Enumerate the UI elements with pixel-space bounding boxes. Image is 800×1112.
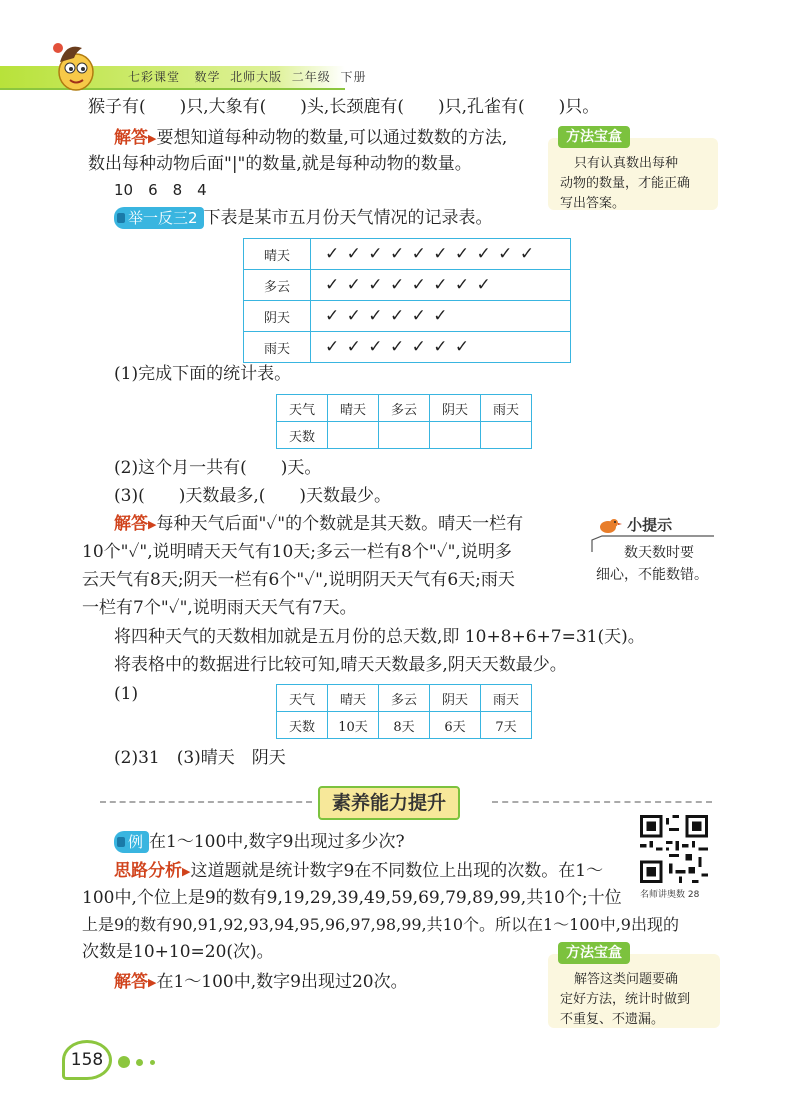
table-header: 阴天 <box>430 395 481 422</box>
weather-record-table <box>243 238 571 363</box>
tip-line: 数天数时要 <box>624 545 694 561</box>
stat-table-filled <box>276 684 532 739</box>
table-header: 多云 <box>379 685 430 712</box>
edition: 北师大版 <box>230 70 283 84</box>
decor-dot <box>150 1060 155 1065</box>
table-row <box>244 301 571 332</box>
analysis-line4: 次数是10+10=20(次)。 <box>82 942 274 962</box>
prev-question: 猴子有( )只,大象有( )头,长颈鹿有( )只,孔雀有( )只。 <box>88 97 600 117</box>
triangle-icon: ▶ <box>182 865 191 878</box>
table-cell: 7天 <box>481 712 532 739</box>
exercise-prompt: 下表是某市五月份天气情况的记录表。 <box>203 208 493 228</box>
subject: 数学 <box>194 70 221 84</box>
example-text: 在1～100中,数字9出现过多少次? <box>149 832 405 852</box>
table-cell: 8天 <box>379 712 430 739</box>
qr-code-icon[interactable] <box>640 815 708 883</box>
analysis-text: 这道题就是统计数字9在不同数位上出现的次数。在1～ <box>190 861 604 881</box>
table-row <box>277 712 532 739</box>
method-box-line: 解答这类问题要确 <box>574 972 679 987</box>
method-box-line: 写出答案。 <box>560 196 626 211</box>
check-marks: ✓ ✓ ✓ ✓ ✓ ✓ ✓ ✓ ✓ ✓ <box>311 239 571 270</box>
answer-label: 解答 <box>114 128 148 148</box>
example-tag: 例 <box>114 831 149 853</box>
qr-caption: 名师讲奥数 28 <box>640 890 700 900</box>
answer2-text: 每种天气后面"✓"的个数就是其天数。晴天一栏有 <box>156 514 524 534</box>
tip-title: 小提示 <box>627 516 673 534</box>
table-header: 晴天 <box>328 685 379 712</box>
answer2-line1 <box>114 512 523 537</box>
check-marks: ✓ ✓ ✓ ✓ ✓ ✓ ✓ <box>311 332 571 363</box>
answer1-text: 要想知道每种动物的数量,可以通过数数的方法, <box>156 128 508 148</box>
answer-label: 解答 <box>114 972 148 992</box>
method-box-title: 方法宝盒 <box>558 126 630 148</box>
divider-left <box>100 801 312 803</box>
table-header: 晴天 <box>328 395 379 422</box>
method-box-line: 动物的数量，才能正确 <box>560 176 691 191</box>
answer-label: 解答 <box>114 514 148 534</box>
table-row <box>277 422 532 449</box>
volume: 下册 <box>340 70 367 84</box>
table-cell: 6天 <box>430 712 481 739</box>
question-1: (1)完成下面的统计表。 <box>114 364 292 384</box>
answer1-line1 <box>114 126 507 151</box>
method-box-line: 不重复、不遗漏。 <box>560 1012 665 1027</box>
exercise-heading <box>114 206 493 230</box>
answer1-values: 10 6 8 4 <box>114 181 207 199</box>
analysis-line1 <box>114 859 603 884</box>
exercise-tag: 举一反三2 <box>114 207 204 229</box>
weather-label: 多云 <box>244 270 311 301</box>
tip-line: 细心，不能数错。 <box>596 567 708 583</box>
answer1-line2: 数出每种动物后面"|"的数量,就是每种动物的数量。 <box>88 154 472 174</box>
question-2: (2)这个月一共有( )天。 <box>114 458 322 478</box>
triangle-icon: ▶ <box>148 518 157 531</box>
blank-cell[interactable] <box>328 422 379 449</box>
weather-label: 雨天 <box>244 332 311 363</box>
divider-right <box>492 801 712 803</box>
mascot-icon <box>46 38 102 94</box>
triangle-icon: ▶ <box>148 132 157 145</box>
table-header: 阴天 <box>430 685 481 712</box>
check-marks: ✓ ✓ ✓ ✓ ✓ ✓ <box>311 301 571 332</box>
tip-body <box>596 542 720 586</box>
blank-cell[interactable] <box>379 422 430 449</box>
example-answer-text: 在1～100中,数字9出现过20次。 <box>156 972 408 992</box>
answer2-line4: 一栏有7个"✓",说明雨天天气有7天。 <box>82 598 357 618</box>
analysis-label: 思路分析 <box>114 861 182 881</box>
answer2-line6: 将表格中的数据进行比较可知,晴天天数最多,阴天天数最少。 <box>114 655 567 675</box>
answer2-part1: (1) <box>114 684 139 704</box>
answer2-line3: 云天气有8天;阴天一栏有6个"✓",说明阴天天气有6天;雨天 <box>82 570 515 590</box>
answer2-final: (2)31 (3)晴天 阴天 <box>114 748 286 768</box>
grade: 二年级 <box>291 70 331 84</box>
table-row <box>244 239 571 270</box>
decor-dot <box>118 1056 130 1068</box>
section-banner: 素养能力提升 <box>318 786 460 820</box>
table-header: 多云 <box>379 395 430 422</box>
weather-label: 阴天 <box>244 301 311 332</box>
page-number: 158 <box>62 1040 112 1080</box>
answer2-line5: 将四种天气的天数相加就是五月份的总天数,即 10+8+6+7=31(天)。 <box>114 627 645 647</box>
table-row <box>277 685 532 712</box>
method-box <box>548 129 718 211</box>
method-box-line: 只有认真数出每种 <box>574 156 679 171</box>
decor-dot <box>136 1059 143 1066</box>
answer2-line2: 10个"✓",说明晴天天气有10天;多云一栏有8个"✓",说明多 <box>82 542 512 562</box>
analysis-line3: 上是9的数有90,91,92,93,94,95,96,97,98,99,共10个。所以在1～100中,9出现的 <box>82 915 679 934</box>
method-box <box>548 945 720 1028</box>
row-label: 天数 <box>277 712 328 739</box>
table-header: 天气 <box>277 685 328 712</box>
row-label: 天数 <box>277 422 328 449</box>
header-title <box>128 66 366 88</box>
table-cell: 10天 <box>328 712 379 739</box>
method-box-line: 定好方法，统计时做到 <box>560 992 691 1007</box>
example-question <box>114 830 405 854</box>
blank-cell[interactable] <box>430 422 481 449</box>
analysis-line2: 100中,个位上是9的数有9,19,29,39,49,59,69,79,89,99,共10个;十位 <box>82 888 622 908</box>
stat-table-blank <box>276 394 532 449</box>
table-row <box>244 332 571 363</box>
blank-cell[interactable] <box>481 422 532 449</box>
check-marks: ✓ ✓ ✓ ✓ ✓ ✓ ✓ ✓ <box>311 270 571 301</box>
question-3: (3)( )天数最多,( )天数最少。 <box>114 486 392 506</box>
series-name: 七彩课堂 <box>128 70 181 84</box>
triangle-icon: ▶ <box>148 976 157 989</box>
table-row <box>244 270 571 301</box>
table-row <box>277 395 532 422</box>
method-box-title: 方法宝盒 <box>558 942 630 964</box>
table-header: 雨天 <box>481 395 532 422</box>
weather-label: 晴天 <box>244 239 311 270</box>
table-header: 天气 <box>277 395 328 422</box>
table-header: 雨天 <box>481 685 532 712</box>
example-answer <box>114 970 408 995</box>
